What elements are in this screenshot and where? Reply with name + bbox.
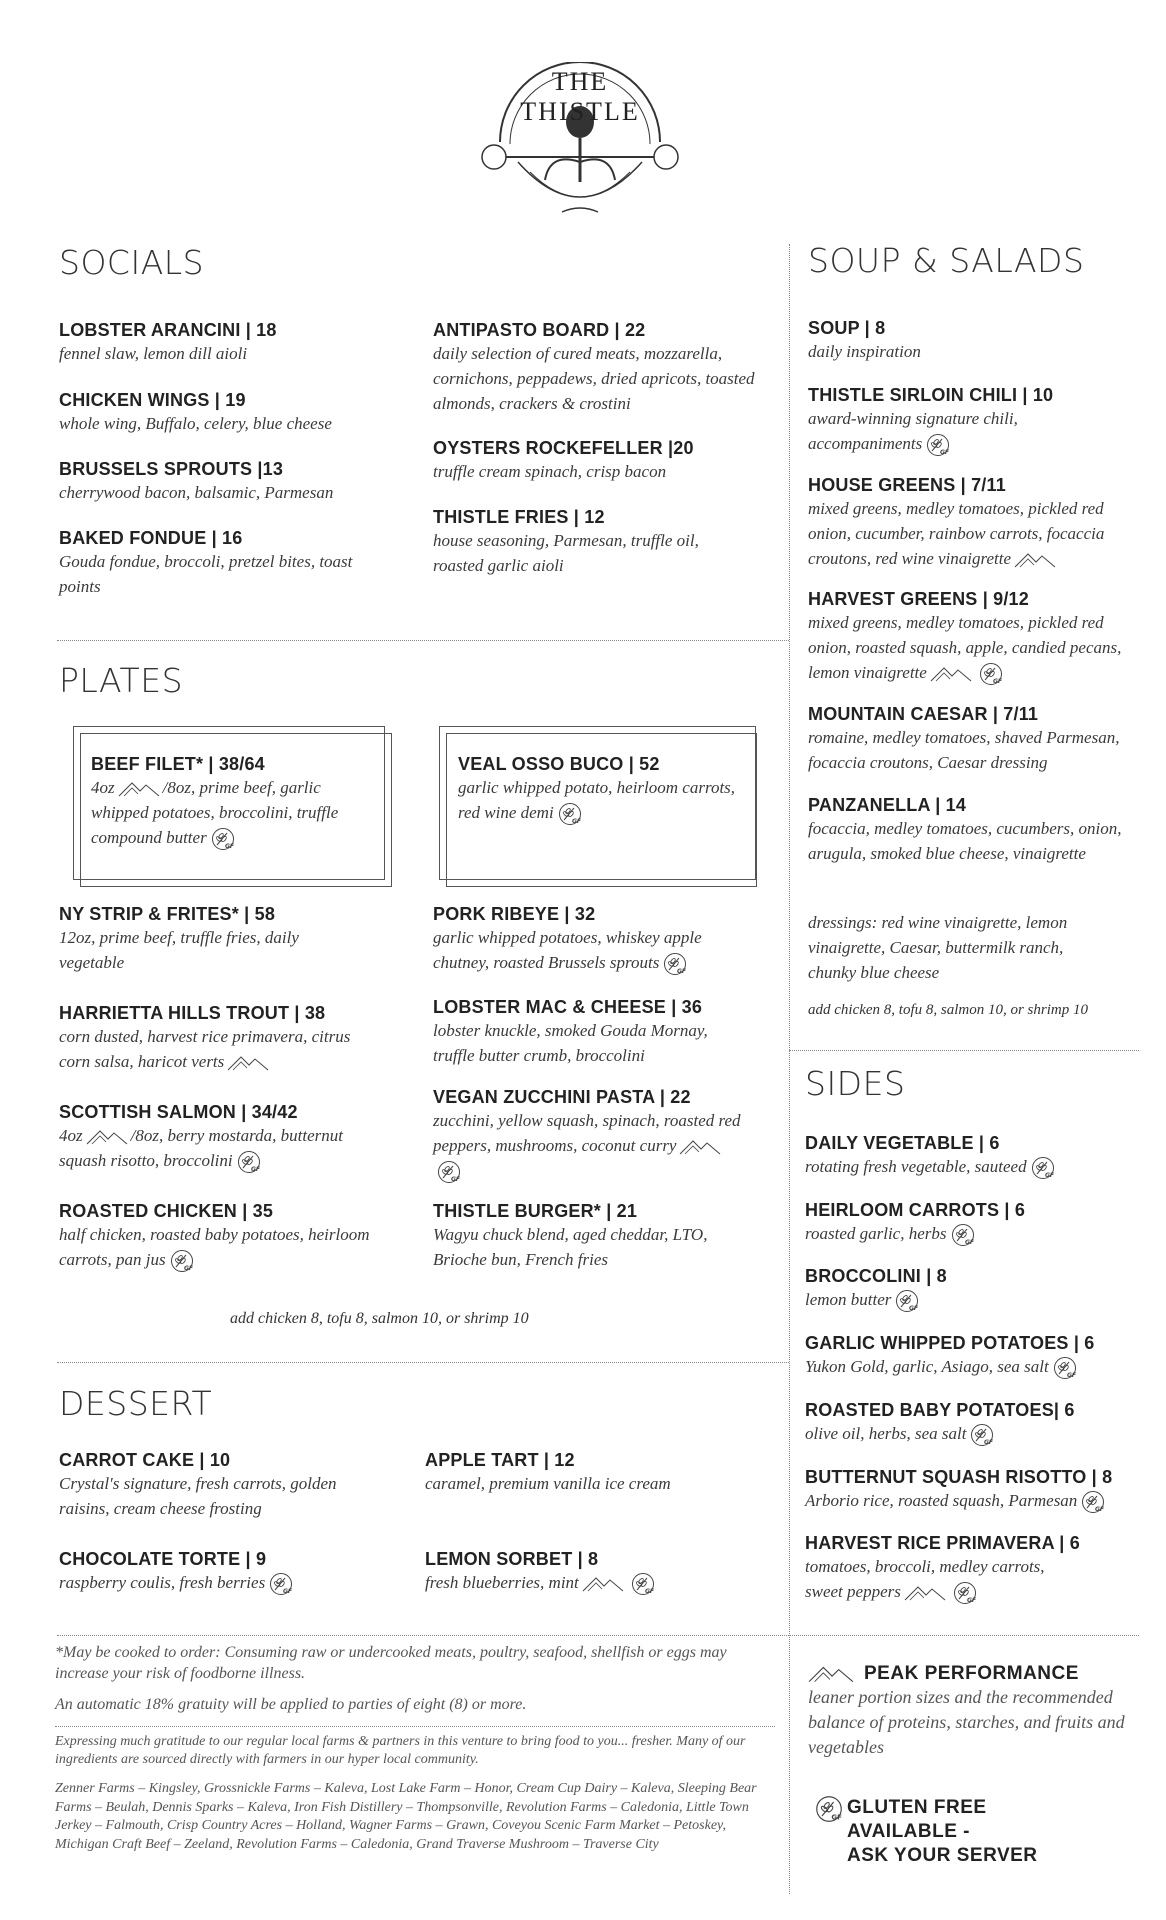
menu-item-featured xyxy=(91,754,381,851)
peak-performance-icon xyxy=(904,1584,946,1602)
item-desc: focaccia, medley tomatoes, cucumbers, onion, arugula, smoked blue cheese, vinaigrette xyxy=(808,819,1122,863)
gf-legend-line1: GLUTEN FREE xyxy=(847,1797,987,1818)
menu-item xyxy=(433,904,743,976)
item-desc: mixed greens, medley tomatoes, pickled red onion, cucumber, rainbow carrots, focaccia croutons, red wine vinaigrette xyxy=(808,499,1105,568)
item-name: VEAL OSSO BUCO | 52 xyxy=(458,754,660,774)
menu-item xyxy=(433,997,743,1068)
gluten-free-icon xyxy=(951,1223,975,1247)
item-desc: lobster knuckle, smoked Gouda Mornay, truffle butter crumb, broccolini xyxy=(433,1021,708,1065)
item-desc-wrap xyxy=(805,1221,1135,1247)
item-desc: Arborio rice, roasted squash, Parmesan xyxy=(805,1491,1078,1510)
menu-item xyxy=(805,1133,1135,1180)
item-desc-wrap xyxy=(808,610,1128,686)
item-desc-wrap xyxy=(425,1570,755,1596)
item-name: THISTLE SIRLOIN CHILI | 10 xyxy=(808,385,1054,405)
soups-sides-divider xyxy=(789,1050,1139,1051)
gluten-free-icon xyxy=(269,1572,293,1596)
item-desc: caramel, premium vanilla ice cream xyxy=(425,1474,671,1493)
gluten-free-icon xyxy=(895,1289,919,1313)
gluten-free-icon xyxy=(1031,1156,1055,1180)
menu-item xyxy=(808,795,1128,866)
item-desc-wrap xyxy=(808,406,1128,457)
item-name: SCOTTISH SALMON | 34/42 xyxy=(59,1102,298,1122)
peak-performance-icon xyxy=(86,1128,128,1146)
item-name: THISTLE FRIES | 12 xyxy=(433,507,605,527)
item-desc-wrap xyxy=(91,775,381,851)
logo-text: THE THISTLE xyxy=(520,67,640,126)
menu-item xyxy=(59,1450,359,1521)
item-desc-wrap xyxy=(59,1222,379,1273)
menu-item xyxy=(808,475,1138,571)
gratitude-note: Expressing much gratitude to our regular local farms & partners in this venture to bring food to you... fresher. Many of our ingredients are sourced directly with farmers in our hyper local community. xyxy=(55,1734,746,1767)
plates-dessert-divider xyxy=(57,1362,789,1363)
item-desc-part: 4oz xyxy=(59,1126,83,1145)
item-name: GARLIC WHIPPED POTATOES | 6 xyxy=(805,1333,1095,1353)
menu-item xyxy=(59,1201,379,1273)
item-desc: tomatoes, broccoli, medley carrots, sweet peppers xyxy=(805,1557,1045,1601)
soup-salads-heading: SOUP & SALADS xyxy=(808,241,1085,280)
item-name: NY STRIP & FRITES* | 58 xyxy=(59,904,276,924)
socials-plates-divider xyxy=(57,640,789,641)
item-desc: 12oz, prime beef, truffle fries, daily vegetable xyxy=(59,928,299,972)
menu-item xyxy=(805,1333,1145,1380)
item-desc: corn dusted, harvest rice primavera, citrus corn salsa, haricot verts xyxy=(59,1027,351,1071)
item-desc: raspberry coulis, fresh berries xyxy=(59,1573,266,1592)
item-name: ROASTED CHICKEN | 35 xyxy=(59,1201,274,1221)
gluten-free-icon xyxy=(1081,1490,1105,1514)
item-desc: zucchini, yellow squash, spinach, roasted red peppers, mushrooms, coconut curry xyxy=(433,1111,741,1155)
item-desc: daily inspiration xyxy=(808,342,921,361)
item-desc: Gouda fondue, broccoli, pretzel bites, toast points xyxy=(59,552,353,596)
item-desc: roasted garlic, herbs xyxy=(805,1224,947,1243)
menu-item xyxy=(433,1201,743,1272)
item-name: ANTIPASTO BOARD | 22 xyxy=(433,320,646,340)
item-name: ROASTED BABY POTATOES| 6 xyxy=(805,1400,1075,1420)
item-desc-wrap xyxy=(805,1554,1085,1605)
menu-item-featured xyxy=(458,754,738,826)
peak-legend xyxy=(808,1663,1138,1760)
item-name: THISTLE BURGER* | 21 xyxy=(433,1201,638,1221)
dressings-note: dressings: red wine vinaigrette, lemon vinaigrette, Caesar, buttermilk ranch, chunky blue cheese xyxy=(808,913,1068,982)
menu-item xyxy=(805,1200,1135,1247)
peak-performance-icon xyxy=(227,1054,269,1072)
menu-item xyxy=(808,385,1128,457)
menu-item xyxy=(433,320,763,416)
item-name: MOUNTAIN CAESAR | 7/11 xyxy=(808,704,1039,724)
gluten-free-icon xyxy=(663,952,687,976)
item-desc: lemon butter xyxy=(805,1290,892,1309)
item-name: CHICKEN WINGS | 19 xyxy=(59,390,246,410)
plates-heading: PLATES xyxy=(59,661,184,700)
item-desc-wrap xyxy=(433,925,743,976)
item-desc: olive oil, herbs, sea salt xyxy=(805,1424,967,1443)
peak-legend-title: PEAK PERFORMANCE xyxy=(864,1663,1079,1684)
item-desc-wrap xyxy=(458,775,738,826)
menu-item xyxy=(433,438,763,484)
peak-performance-icon xyxy=(118,780,160,798)
item-desc-wrap xyxy=(59,1024,379,1074)
item-desc: fresh blueberries, mint xyxy=(425,1573,579,1592)
menu-item xyxy=(59,390,389,436)
gluten-free-icon xyxy=(970,1423,994,1447)
item-desc-wrap xyxy=(805,1488,1145,1514)
item-desc: fennel slaw, lemon dill aioli xyxy=(59,344,248,363)
item-name: BRUSSELS SPROUTS |13 xyxy=(59,459,284,479)
item-desc-wrap xyxy=(59,1123,379,1174)
item-name: BUTTERNUT SQUASH RISOTTO | 8 xyxy=(805,1467,1113,1487)
plates-addon-note: add chicken 8, tofu 8, salmon 10, or shrimp 10 xyxy=(230,1310,529,1327)
gluten-free-icon xyxy=(926,433,950,457)
gluten-free-icon xyxy=(1053,1356,1077,1380)
dessert-heading: DESSERT xyxy=(59,1384,213,1423)
gf-legend-line3: ASK YOUR SERVER xyxy=(847,1845,1038,1866)
peak-legend-title-row xyxy=(808,1663,1138,1685)
column-divider xyxy=(789,244,790,1894)
item-name: DAILY VEGETABLE | 6 xyxy=(805,1133,1000,1153)
item-desc-wrap xyxy=(805,1154,1135,1180)
menu-item xyxy=(805,1266,1135,1313)
menu-item xyxy=(805,1400,1135,1447)
menu-item xyxy=(808,318,1138,364)
socials-heading: SOCIALS xyxy=(59,243,205,282)
item-desc: house seasoning, Parmesan, truffle oil, roasted garlic aioli xyxy=(433,531,699,575)
item-name: PANZANELLA | 14 xyxy=(808,795,967,815)
menu-item xyxy=(59,1003,379,1074)
menu-item xyxy=(433,507,743,578)
gluten-free-icon xyxy=(631,1572,655,1596)
item-name: PORK RIBEYE | 32 xyxy=(433,904,596,924)
menu-item xyxy=(425,1549,755,1596)
item-name: CARROT CAKE | 10 xyxy=(59,1450,231,1470)
item-desc: Wagyu chuck blend, aged cheddar, LTO, Brioche bun, French fries xyxy=(433,1225,708,1269)
item-name: VEGAN ZUCCHINI PASTA | 22 xyxy=(433,1087,691,1107)
item-desc-wrap xyxy=(433,1108,743,1184)
item-name: SOUP | 8 xyxy=(808,318,886,338)
gluten-free-icon xyxy=(437,1160,461,1184)
gratuity-note: An automatic 18% gratuity will be applied to parties of eight (8) or more. xyxy=(55,1696,527,1713)
thistle-logo xyxy=(470,62,690,222)
item-desc-wrap xyxy=(59,1570,359,1596)
footer-inner-divider xyxy=(55,1726,775,1727)
menu-item xyxy=(59,528,359,599)
item-name: HEIRLOOM CARROTS | 6 xyxy=(805,1200,1026,1220)
item-desc: Crystal's signature, fresh carrots, golden raisins, cream cheese frosting xyxy=(59,1474,337,1518)
peak-performance-icon xyxy=(808,1664,854,1684)
peak-legend-desc: leaner portion sizes and the recommended balance of proteins, starches, and fruits and vegetables xyxy=(808,1687,1125,1757)
item-name: BROCCOLINI | 8 xyxy=(805,1266,947,1286)
item-desc-wrap xyxy=(805,1287,1135,1313)
item-name: LOBSTER ARANCINI | 18 xyxy=(59,320,277,340)
item-desc-wrap xyxy=(805,1421,1135,1447)
menu-item xyxy=(433,1087,743,1184)
item-desc: garlic whipped potatoes, whiskey apple chutney, roasted Brussels sprouts xyxy=(433,928,702,972)
menu-item xyxy=(425,1450,755,1496)
item-desc: award-winning signature chili, accompaniments xyxy=(808,409,1018,453)
item-desc: mixed greens, medley tomatoes, pickled red onion, roasted squash, apple, candied pecans, lemon vinaigrette xyxy=(808,613,1122,682)
dessert-footer-divider xyxy=(57,1635,789,1636)
item-name: CHOCOLATE TORTE | 9 xyxy=(59,1549,267,1569)
item-desc: truffle cream spinach, crisp bacon xyxy=(433,462,667,481)
item-name: BAKED FONDUE | 16 xyxy=(59,528,243,548)
item-desc: Yukon Gold, garlic, Asiago, sea salt xyxy=(805,1357,1049,1376)
menu-item xyxy=(59,1549,359,1596)
gf-legend-line2: AVAILABLE - xyxy=(847,1821,971,1842)
item-name: BEEF FILET* | 38/64 xyxy=(91,754,265,774)
menu-item xyxy=(805,1533,1085,1605)
item-desc: garlic whipped potato, heirloom carrots, red wine demi xyxy=(458,778,736,822)
item-desc: whole wing, Buffalo, celery, blue cheese xyxy=(59,414,332,433)
menu-item xyxy=(808,589,1128,686)
item-desc: daily selection of cured meats, mozzarella, cornichons, peppadews, dried apricots, toasted almonds, crackers & crostini xyxy=(433,344,755,413)
item-desc-part: /8oz, prime beef, garlic whipped potatoes, broccolini, truffle compound butter xyxy=(91,778,339,847)
menu-item xyxy=(808,704,1128,775)
item-name: HARVEST GREENS | 9/12 xyxy=(808,589,1029,609)
gluten-free-icon xyxy=(953,1581,977,1605)
item-name: HARRIETTA HILLS TROUT | 38 xyxy=(59,1003,326,1023)
item-desc-wrap xyxy=(805,1354,1145,1380)
menu-item xyxy=(805,1467,1145,1514)
item-name: APPLE TART | 12 xyxy=(425,1450,575,1470)
farm-partners: Zenner Farms – Kingsley, Grossnickle Farms – Kaleva, Lost Lake Farm – Honor, Cream Cup Dairy – Kaleva, Sleeping Bear Farms – Beulah, Dennis Sparks – Kaleva, Iron Fish Distillery – Thompsonville, Revolution Farms – Caledonia, Little Town Jerkey – Falmouth, Crisp Country Acres – Holland, Wagner Farms – Grawn, Coveyou Scenic Farm Market – Petoskey, Michigan Craft Beef – Zeeland, Revolution Farms – Caledonia, Grand Traverse Mushroom – Traverse City xyxy=(55,1781,757,1852)
item-desc-part: 4oz xyxy=(91,778,115,797)
soup-addon-note: add chicken 8, tofu 8, salmon 10, or shrimp 10 xyxy=(808,1002,1088,1018)
item-desc-wrap xyxy=(808,496,1138,571)
food-safety-warning: *May be cooked to order: Consuming raw or undercooked meats, poultry, seafood, shellfish or eggs may increase your risk of foodborne illness. xyxy=(55,1644,727,1682)
item-name: HARVEST RICE PRIMAVERA | 6 xyxy=(805,1533,1080,1553)
peak-performance-icon xyxy=(679,1138,721,1156)
item-desc: romaine, medley tomatoes, shaved Parmesan, focaccia croutons, Caesar dressing xyxy=(808,728,1120,772)
item-desc-part: /8oz, berry mostarda, butternut squash risotto, broccolini xyxy=(59,1126,343,1170)
item-name: OYSTERS ROCKEFELLER |20 xyxy=(433,438,694,458)
gluten-free-icon xyxy=(237,1150,261,1174)
gluten-free-icon xyxy=(979,662,1003,686)
peak-performance-icon xyxy=(1014,551,1056,569)
item-desc: rotating fresh vegetable, sauteed xyxy=(805,1157,1027,1176)
gluten-free-icon xyxy=(170,1249,194,1273)
gluten-free-icon xyxy=(815,1795,843,1823)
peak-performance-icon xyxy=(930,665,972,683)
item-desc: cherrywood bacon, balsamic, Parmesan xyxy=(59,483,334,502)
menu-item xyxy=(59,320,389,366)
menu-item xyxy=(59,459,389,505)
item-name: LEMON SORBET | 8 xyxy=(425,1549,599,1569)
gluten-free-icon xyxy=(558,802,582,826)
item-name: HOUSE GREENS | 7/11 xyxy=(808,475,1006,495)
menu-item xyxy=(59,1102,379,1174)
item-desc: half chicken, roasted baby potatoes, heirloom carrots, pan jus xyxy=(59,1225,370,1269)
item-name: LOBSTER MAC & CHEESE | 36 xyxy=(433,997,703,1017)
peak-performance-icon xyxy=(582,1575,624,1593)
gluten-free-icon xyxy=(211,827,235,851)
sides-legend-divider xyxy=(789,1635,1139,1636)
sides-heading: SIDES xyxy=(805,1064,906,1103)
menu-item xyxy=(59,904,359,975)
